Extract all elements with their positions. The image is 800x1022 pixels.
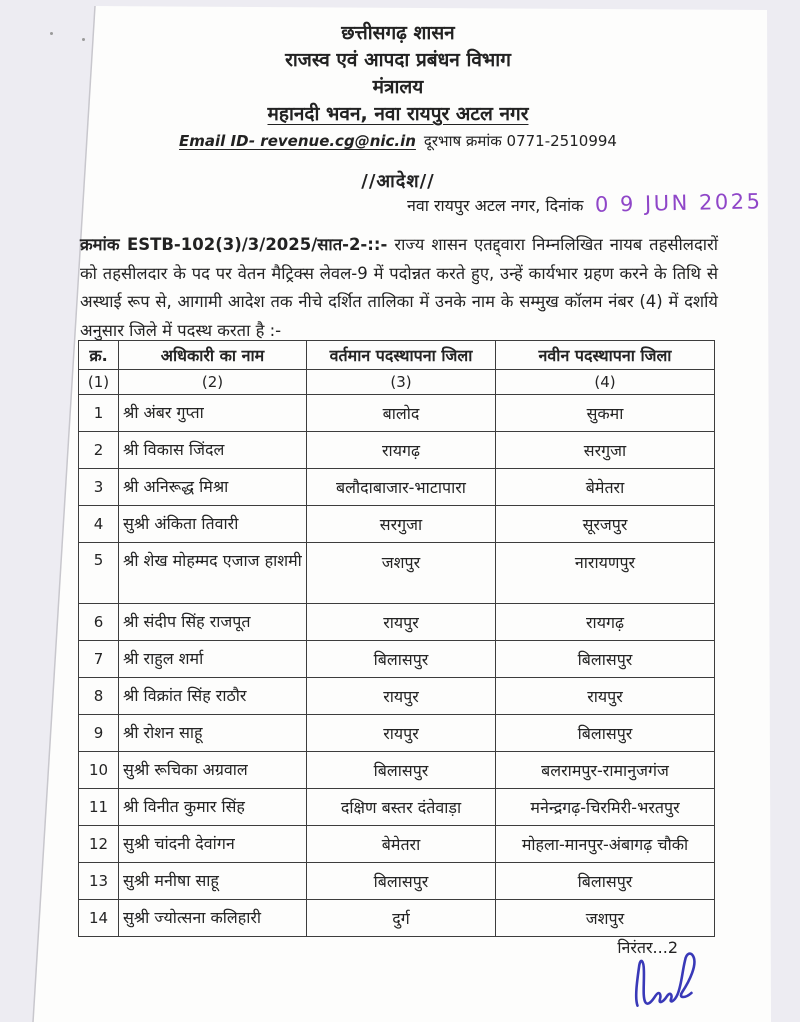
serial-cell: 12 [79, 826, 119, 863]
place-date-label: नवा रायपुर अटल नगर, दिनांक [406, 196, 584, 215]
table-row [79, 469, 715, 506]
officer-name-cell: श्री संदीप सिंह राजपूत [119, 604, 307, 641]
table-header-row [79, 341, 715, 370]
order-body-paragraph [80, 231, 718, 345]
col-header-serial: क्र. [79, 341, 119, 370]
date-line [406, 189, 763, 217]
current-district-cell: बलौदाबाजार-भाटापारा [307, 469, 496, 506]
table-row [79, 789, 715, 826]
new-district-cell: बिलासपुर [496, 641, 715, 678]
contact-line [80, 130, 716, 152]
col-number: (3) [307, 370, 496, 395]
new-district-cell: मोहला-मानपुर-अंबागढ़ चौकी [496, 826, 715, 863]
current-district-cell: रायगढ़ [307, 432, 496, 469]
serial-cell: 14 [79, 900, 119, 937]
new-district-cell: बलरामपुर-रामानुजगंज [496, 752, 715, 789]
col-number: (4) [496, 370, 715, 395]
order-text: राज्य शासन एतद्द्वारा निम्नलिखित नायब तहसीलदारों को तहसीलदार के पद पर वेतन मैट्रिक्स लेवल-9 में पदोन्नत करते हुए, उन्हें कार्यभार ग्रहण करने के तिथि से अस्थाई रूप से, आगामी आदेश तक नीचे दर्शित तालिका में उनके नाम के सम्मुख कॉलम नंबर (4) में दर्शाये अनुसार जिले में पदस्थ करता है :- [80, 235, 718, 340]
table-row [79, 395, 715, 432]
current-district-cell: बिलासपुर [307, 641, 496, 678]
col-header-new-district: नवीन पदस्थापना जिला [496, 341, 715, 370]
new-district-cell: बिलासपुर [496, 715, 715, 752]
table-row [79, 752, 715, 789]
serial-cell: 8 [79, 678, 119, 715]
new-district-cell: बेमेतरा [496, 469, 715, 506]
table-row [79, 641, 715, 678]
transfer-table [78, 340, 715, 937]
table-row [79, 678, 715, 715]
column-number-row [79, 370, 715, 395]
table-row [79, 826, 715, 863]
officer-name-cell: श्री अनिरूद्ध मिश्रा [119, 469, 307, 506]
table-row [79, 604, 715, 641]
table-row [79, 900, 715, 937]
current-district-cell: दक्षिण बस्तर दंतेवाड़ा [307, 789, 496, 826]
new-district-cell: सरगुजा [496, 432, 715, 469]
current-district-cell: जशपुर [307, 543, 496, 604]
new-district-cell: बिलासपुर [496, 863, 715, 900]
reference-number: क्रमांक ESTB-102(3)/3/2025/सात-2-::- [80, 235, 388, 254]
officer-name-cell: श्री राहुल शर्मा [119, 641, 307, 678]
table-row [79, 543, 715, 604]
scan-speck [50, 32, 53, 35]
officer-name-cell: श्री शेख मोहम्मद एजाज हाशमी [119, 543, 307, 604]
current-district-cell: बिलासपुर [307, 752, 496, 789]
officer-name-cell: सुश्री रूचिका अग्रवाल [119, 752, 307, 789]
phone-number: दूरभाष क्रमांक 0771-2510994 [423, 132, 617, 150]
serial-cell: 9 [79, 715, 119, 752]
serial-cell: 13 [79, 863, 119, 900]
serial-cell: 1 [79, 395, 119, 432]
new-district-cell: सुकमा [496, 395, 715, 432]
table-row [79, 432, 715, 469]
officer-name-cell: श्री अंबर गुप्ता [119, 395, 307, 432]
col-number: (1) [79, 370, 119, 395]
officer-name-cell: सुश्री ज्योत्सना कलिहारी [119, 900, 307, 937]
new-district-cell: मनेन्द्रगढ़-चिरमिरी-भरतपुर [496, 789, 715, 826]
current-district-cell: बेमेतरा [307, 826, 496, 863]
current-district-cell: रायपुर [307, 604, 496, 641]
email-id: Email ID- revenue.cg@nic.in [179, 132, 416, 150]
date-stamp: 0 9 JUN 2025 [594, 189, 763, 217]
new-district-cell: नारायणपुर [496, 543, 715, 604]
new-district-cell: जशपुर [496, 900, 715, 937]
serial-cell: 7 [79, 641, 119, 678]
serial-cell: 4 [79, 506, 119, 543]
officer-name-cell: सुश्री मनीषा साहू [119, 863, 307, 900]
new-district-cell: सूरजपुर [496, 506, 715, 543]
officer-name-cell: श्री विक्रांत सिंह राठौर [119, 678, 307, 715]
col-number: (2) [119, 370, 307, 395]
order-title: //आदेश// [361, 171, 435, 192]
current-district-cell: रायपुर [307, 678, 496, 715]
ministry-label: मंत्रालय [372, 76, 424, 98]
government-name: छत्तीसगढ़ शासन [341, 22, 455, 44]
table-row [79, 715, 715, 752]
department-name: राजस्व एवं आपदा प्रबंधन विभाग [285, 49, 511, 71]
serial-cell: 2 [79, 432, 119, 469]
continuation-note: निरंतर...2 [617, 938, 678, 957]
col-header-officer-name: अधिकारी का नाम [119, 341, 307, 370]
table-row [79, 506, 715, 543]
current-district-cell: बालोद [307, 395, 496, 432]
officer-name-cell: सुश्री अंकिता तिवारी [119, 506, 307, 543]
current-district-cell: सरगुजा [307, 506, 496, 543]
col-header-current-district: वर्तमान पदस्थापना जिला [307, 341, 496, 370]
current-district-cell: बिलासपुर [307, 863, 496, 900]
address-line: महानदी भवन, नवा रायपुर अटल नगर [267, 103, 529, 125]
serial-cell: 11 [79, 789, 119, 826]
table-row [79, 863, 715, 900]
officer-name-cell: श्री रोशन साहू [119, 715, 307, 752]
officer-name-cell: श्री विनीत कुमार सिंह [119, 789, 307, 826]
officer-name-cell: श्री विकास जिंदल [119, 432, 307, 469]
serial-cell: 10 [79, 752, 119, 789]
officer-name-cell: सुश्री चांदनी देवांगन [119, 826, 307, 863]
serial-cell: 3 [79, 469, 119, 506]
serial-cell: 6 [79, 604, 119, 641]
serial-cell: 5 [79, 543, 119, 604]
signature-scribble [625, 944, 717, 1017]
current-district-cell: रायपुर [307, 715, 496, 752]
letterhead [80, 20, 716, 152]
new-district-cell: रायपुर [496, 678, 715, 715]
current-district-cell: दुर्ग [307, 900, 496, 937]
new-district-cell: रायगढ़ [496, 604, 715, 641]
